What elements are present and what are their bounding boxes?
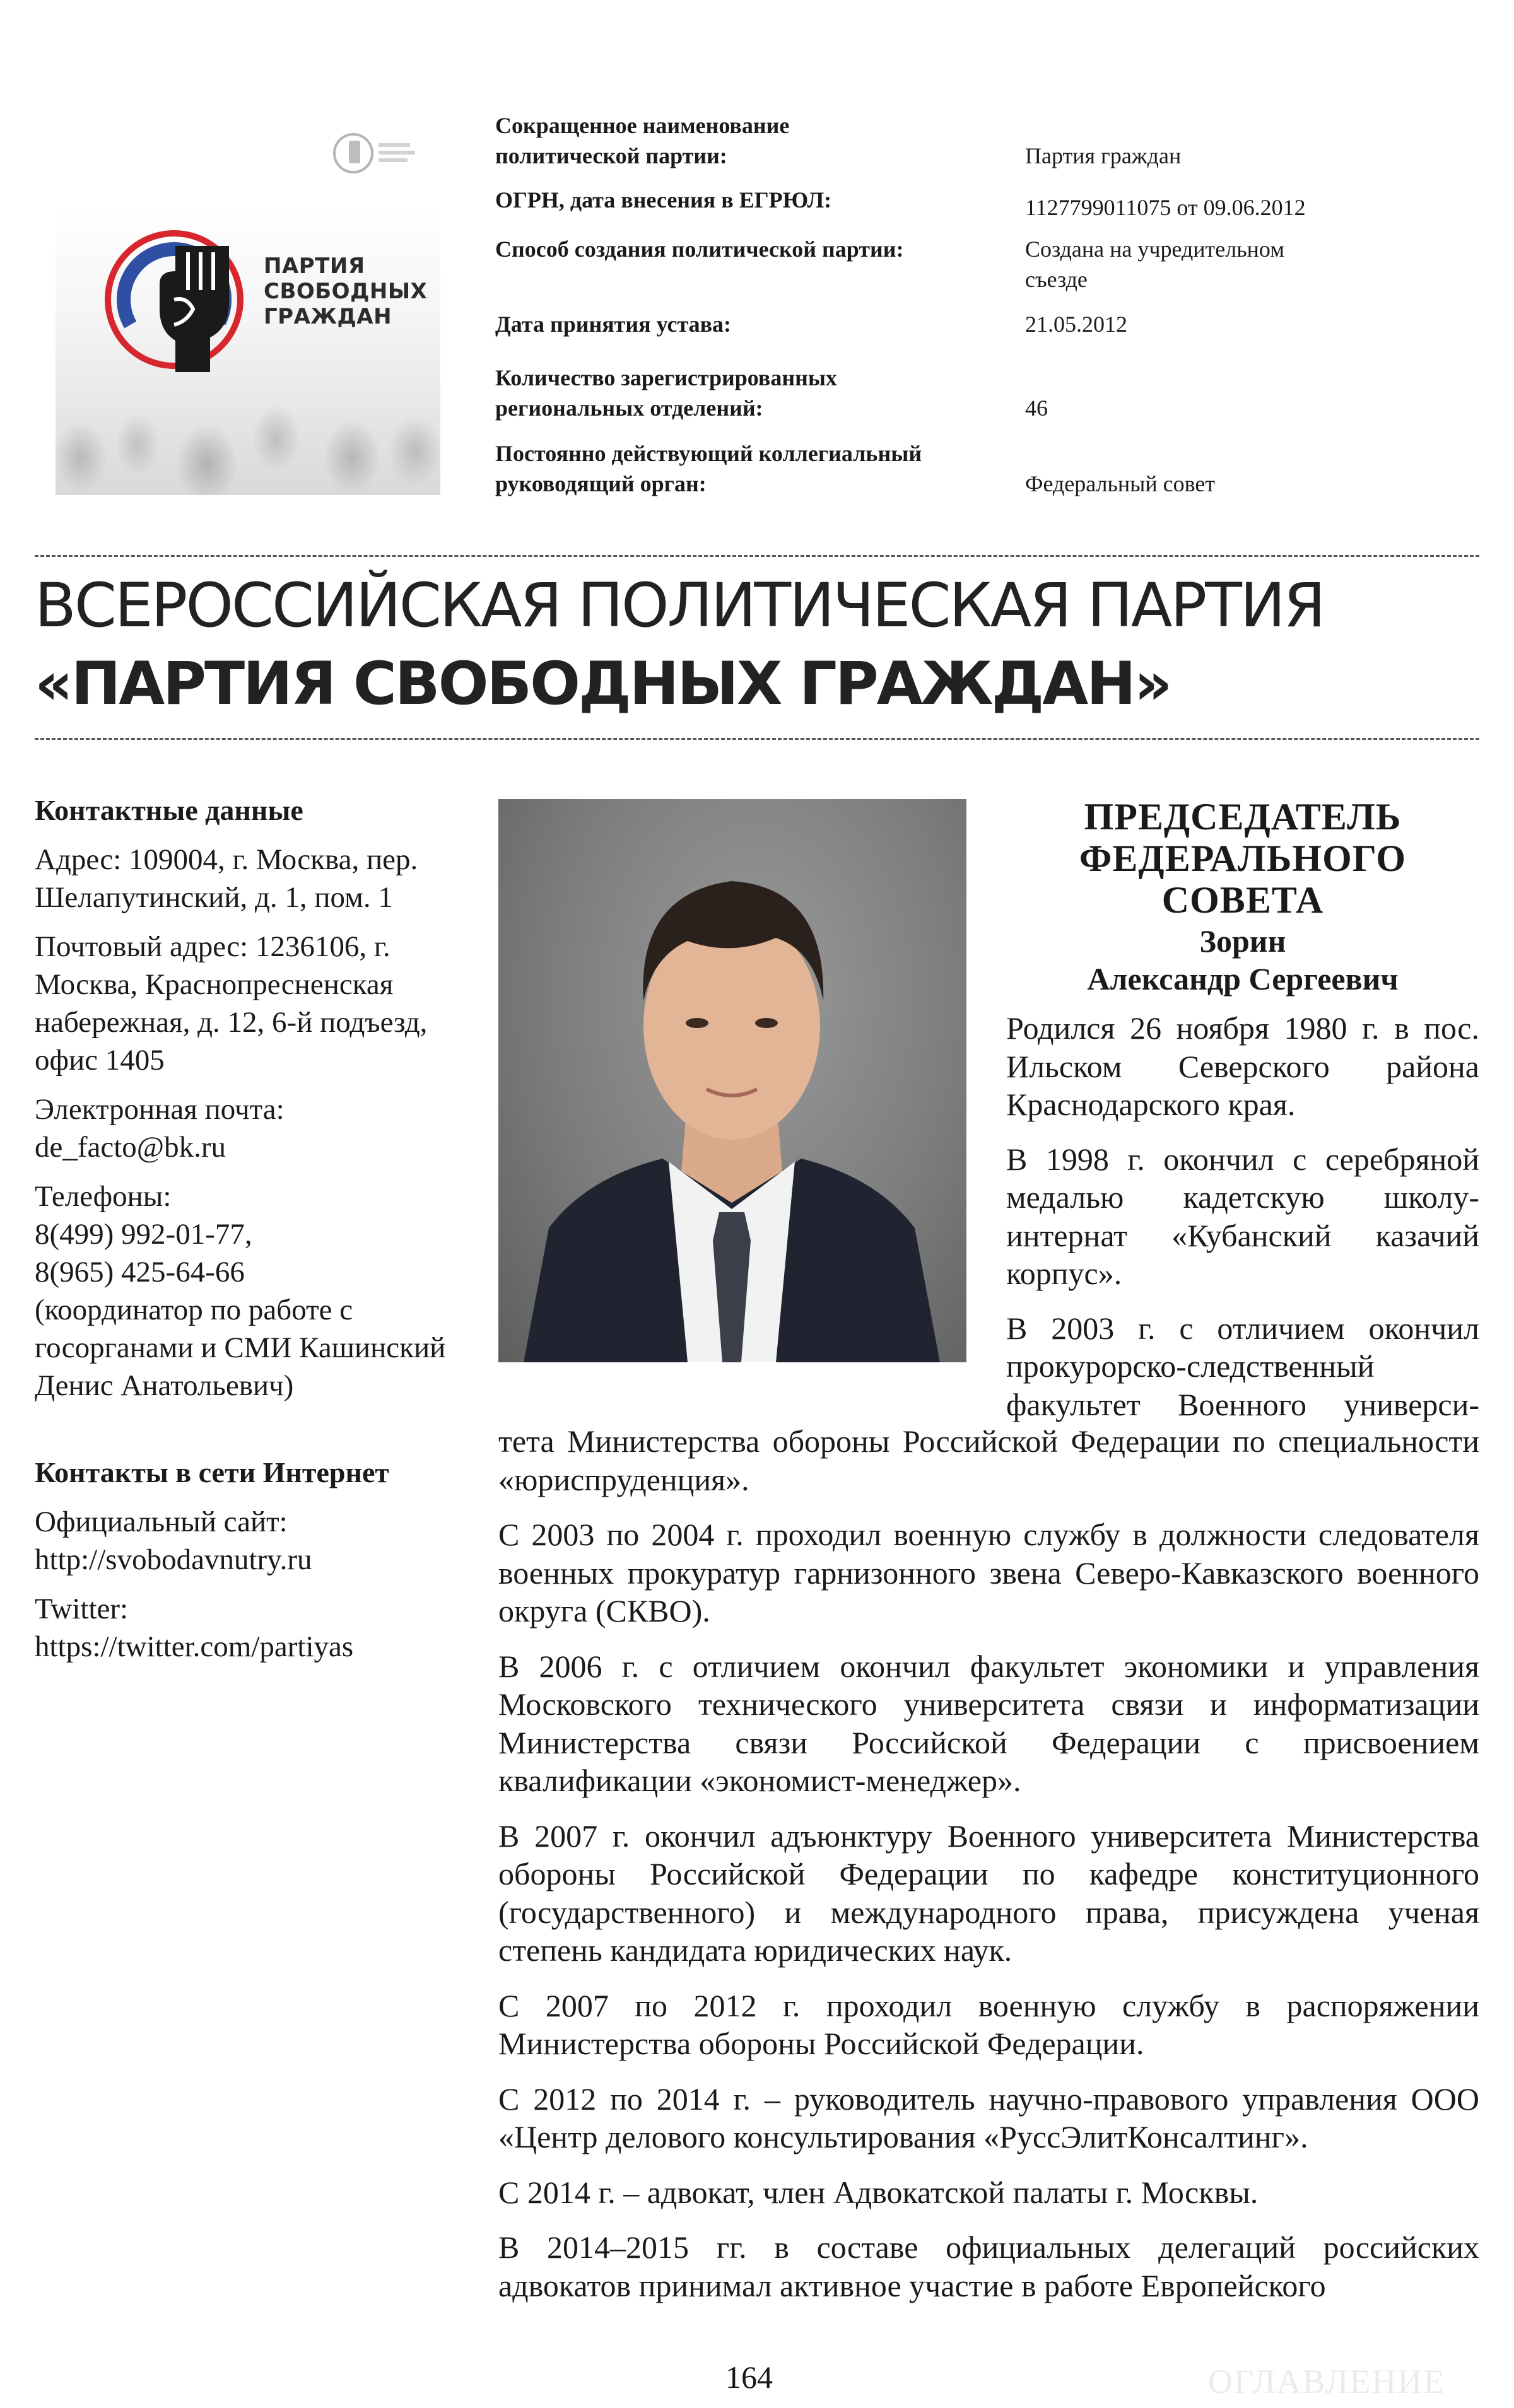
bio-paragraph: В 1998 г. окончил с серебряной медалью кадетскую школу-интернат «Кубанский казачий корпус». [1006, 1141, 1479, 1291]
email-link[interactable]: de_facto@bk.ru [35, 1131, 226, 1164]
site-label: Официальный сайт: [35, 1505, 288, 1538]
dashed-divider [35, 738, 1479, 740]
reg-value: Партия граждан [1025, 143, 1182, 168]
contacts-column [35, 792, 464, 1677]
reg-value: 46 [1025, 395, 1048, 421]
bio-paragraph: С 2014 г. – адвокат, член Адвокатской палаты г. Москвы. [498, 2174, 1259, 2210]
bio-paragraph: В 2014–2015 гг. в составе официальных делегаций российских адвокатов принимал активное участие в работе Европейского [498, 2230, 1479, 2303]
reg-value: 1127799011075 от 09.06.2012 [1025, 195, 1306, 220]
bio-paragraph: С 2012 по 2014 г. – руководитель научно-правового управления ООО «Центр делового консультирования «РуссЭлитКонсалтинг». [498, 2081, 1479, 2154]
reg-label: Способ создания политической партии: [495, 237, 904, 262]
reg-value: Федеральный совет [1025, 471, 1216, 496]
twitter-link[interactable]: https://twitter.com/partiyas [35, 1630, 354, 1663]
logo-wordmark: ПАРТИЯ СВОБОДНЫХ ГРАЖДАН [264, 254, 428, 329]
reg-label: Сокращенное наименование политической партии: [495, 113, 790, 168]
bio-paragraph: тета Министерства обороны Российской Федерации по специальности «юриспруденция». [498, 1423, 1479, 1497]
party-logo-image [56, 208, 440, 495]
bio-paragraph: В 2007 г. окончил адъюнктуру Военного университета Министерства обороны Российской Федерации по кафедре конституционного (государственного) и международного права, присуждена ученая степень кандидата юридических наук. [498, 1818, 1479, 1968]
address: Адрес: 109004, г. Москва, пер. Шелапутинский, д. 1, пом. 1 [35, 843, 418, 914]
reg-label: Постоянно действующий коллегиальный руководящий орган: [495, 441, 922, 496]
twitter-label: Twitter: [35, 1593, 129, 1625]
phone-1: 8(499) 992-01-77, [35, 1218, 252, 1251]
portrait-figure-icon [498, 799, 966, 1362]
phone-2: 8(965) 425-64-66 [35, 1256, 245, 1289]
internet-heading: Контакты в сети Интернет [35, 1456, 389, 1488]
bio-paragraph: В 2006 г. с отличием окончил факультет экономики и управления Московского технического университета связи и информатизации Министерства связи Российской Федерации с присвоением квалификации «экономист-менеджер». [498, 1648, 1479, 1798]
bio-paragraph: Родился 26 ноября 1980 г. в пос. Ильском Северского района Краснодарского края. [1006, 1010, 1479, 1122]
party-title-line2: «ПАРТИЯ СВОБОДНЫХ ГРАЖДАН» [35, 650, 1171, 718]
phones-label: Телефоны: [35, 1180, 172, 1213]
bio-paragraph: С 2003 по 2004 г. проходил военную службу в должности следователя военных прокуратур гарнизонного звена Северо-Кавказского военного округа (СКВО). [498, 1517, 1479, 1628]
bio-paragraph: С 2007 по 2012 г. проходил военную службу в распоряжении Министерства обороны Российской Федерации. [498, 1987, 1479, 2061]
phone-note: (координатор по работе с госорганами и СМИ Кашинский Денис Анатольевич) [35, 1294, 446, 1402]
portrait-photo [498, 799, 966, 1362]
reg-label: Дата принятия устава: [495, 312, 732, 337]
position-heading: ПРЕДСЕДАТЕЛЬ ФЕДЕРАЛЬНОГО СОВЕТА [1079, 796, 1407, 921]
person-name: Зорин Александр Сергеевич [1087, 923, 1399, 997]
party-title-line1: ВСЕРОССИЙСКАЯ ПОЛИТИЧЕСКАЯ ПАРТИЯ [35, 570, 1324, 641]
dashed-divider [35, 555, 1479, 557]
toc-link[interactable]: ОГЛАВЛЕНИЕ [1208, 2363, 1446, 2400]
bio-wide-column [498, 1422, 1479, 2322]
reg-value: 21.05.2012 [1025, 312, 1127, 337]
bio-paragraph: В 2003 г. с отличием окончил прокурорско-следственный факультет Военного универси- [1006, 1310, 1479, 1422]
contacts-heading: Контактные данные [35, 794, 303, 826]
email-label: Электронная почта: [35, 1093, 285, 1126]
page-number: 164 [725, 2359, 773, 2395]
reg-label: Количество зарегистрированных региональных отделений: [495, 365, 837, 421]
reg-value: Создана на учредительном съезде [1025, 237, 1285, 292]
fist-logo-icon [100, 221, 257, 378]
postal-address: Почтовый адрес: 1236106, г. Москва, Краснопресненская набережная, д. 12, 6-й подъезд, офис 1405 [35, 930, 428, 1077]
small-party-logo-icon [331, 129, 420, 177]
reg-label: ОГРН, дата внесения в ЕГРЮЛ: [495, 187, 832, 213]
site-link[interactable]: http://svobodavnutry.ru [35, 1543, 312, 1576]
bio-narrow-column [1006, 1009, 1479, 1423]
